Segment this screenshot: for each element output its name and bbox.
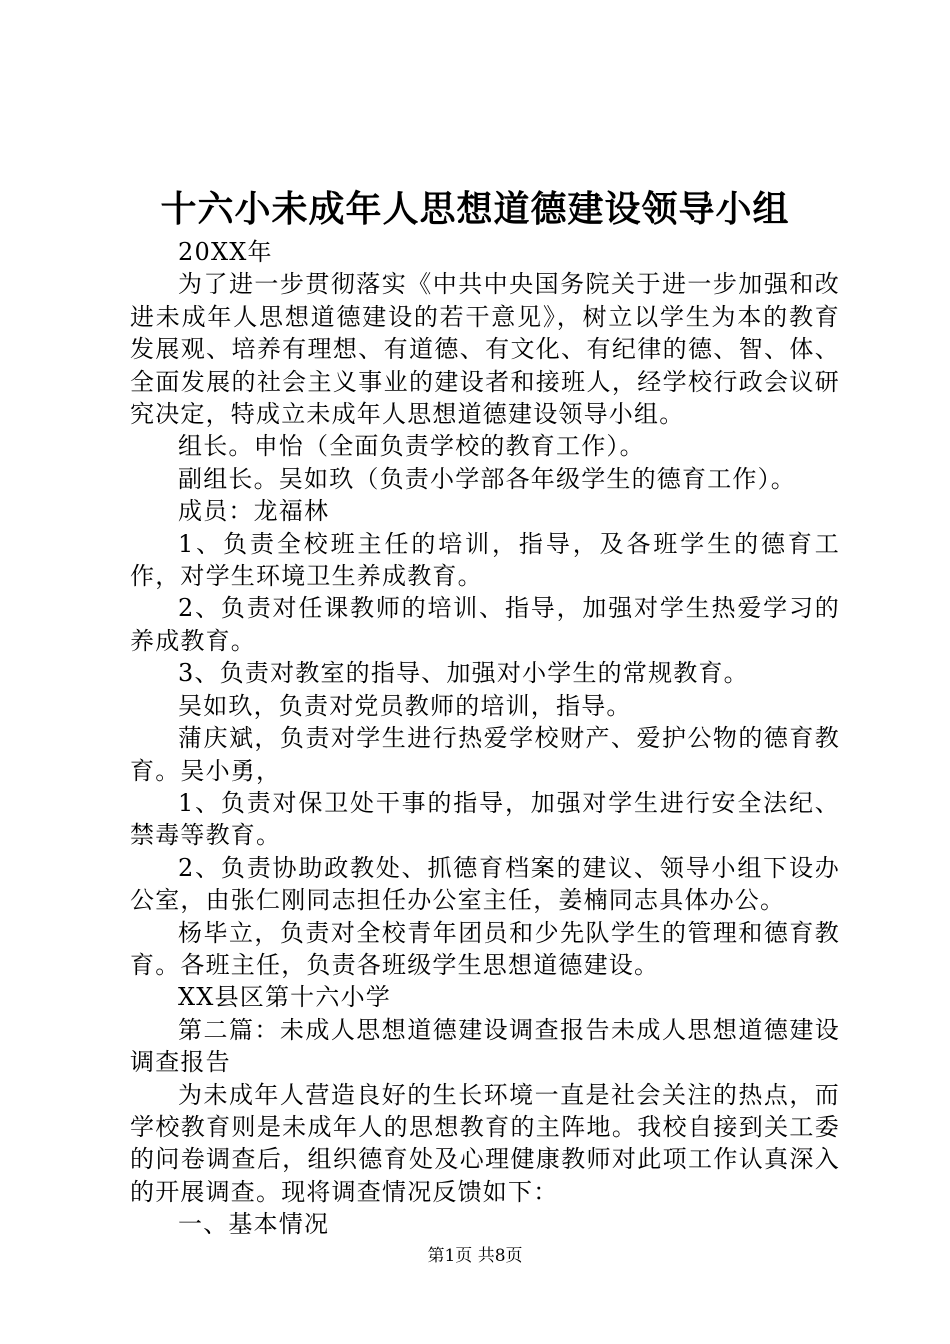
paragraph-duty: 1、负责对保卫处干事的指导，加强对学生进行安全法纪、禁毒等教育。: [130, 788, 840, 850]
paragraph-signature: XX县区第十六小学: [178, 983, 391, 1012]
document-body: [130, 236, 840, 1241]
paragraph-duty: 3、负责对教室的指导、加强对小学生的常规教育。: [178, 659, 749, 688]
paragraph-member-duty: 杨毕立，负责对全校青年团员和少先队学生的管理和德育教育。各班主任，负责各班级学生思想道德建设。: [130, 918, 840, 979]
paragraph-duty: 2、负责协助政教处、抓德育档案的建议、领导小组下设办公室，由张仁刚同志担任办公室主任，姜楠同志具体办公。: [130, 853, 840, 915]
paragraph-part-two-heading: 第二篇：未成人思想道德建设调查报告未成人思想道德建设调查报告: [130, 1015, 840, 1077]
document-title: 十六小未成年人思想道德建设领导小组: [160, 188, 790, 230]
paragraph-date: 20XX年: [178, 238, 273, 266]
paragraph-member-duty: 吴如玖，负责对党员教师的培训，指导。: [178, 691, 632, 720]
paragraph-section-heading: 一、基本情况: [178, 1210, 330, 1239]
paragraph-members: 成员：龙福林: [178, 497, 330, 526]
page-footer: 第1页 共8页: [427, 1246, 523, 1266]
paragraph-intro: 为了进一步贯彻落实《中共中央国务院关于进一步加强和改进未成年人思想道德建设的若干意见》，树立以学生为本的教育发展观、培养有理想、有道德、有文化、有纪律的德、智、体、全面发展的社会主义事业的建设者和接班人，经学校行政会议研究决定，特成立未成年人思想道德建设领导小组。: [130, 270, 840, 429]
paragraph-deputy-leader: 副组长。吴如玖（负责小学部各年级学生的德育工作）。: [178, 464, 796, 493]
paragraph-report-intro: 为未成年人营造良好的生长环境一直是社会关注的热点，而学校教育则是未成年人的思想教育的主阵地。我校自接到关工委的问卷调查后，组织德育处及心理健康教师对此项工作认真深入的开展调查。现将调查情况反馈如下：: [130, 1080, 840, 1206]
paragraph-member-duty: 蒲庆斌，负责对学生进行热爱学校财产、爱护公物的德育教育。吴小勇，: [130, 724, 840, 785]
paragraph-duty: 2、负责对任课教师的培训、指导，加强对学生热爱学习的养成教育。: [130, 594, 840, 655]
paragraph-duty: 1、负责全校班主任的培训，指导，及各班学生的德育工作，对学生环境卫生养成教育。: [130, 529, 840, 591]
paragraph-leader: 组长。申怡（全面负责学校的教育工作）。: [178, 432, 645, 461]
